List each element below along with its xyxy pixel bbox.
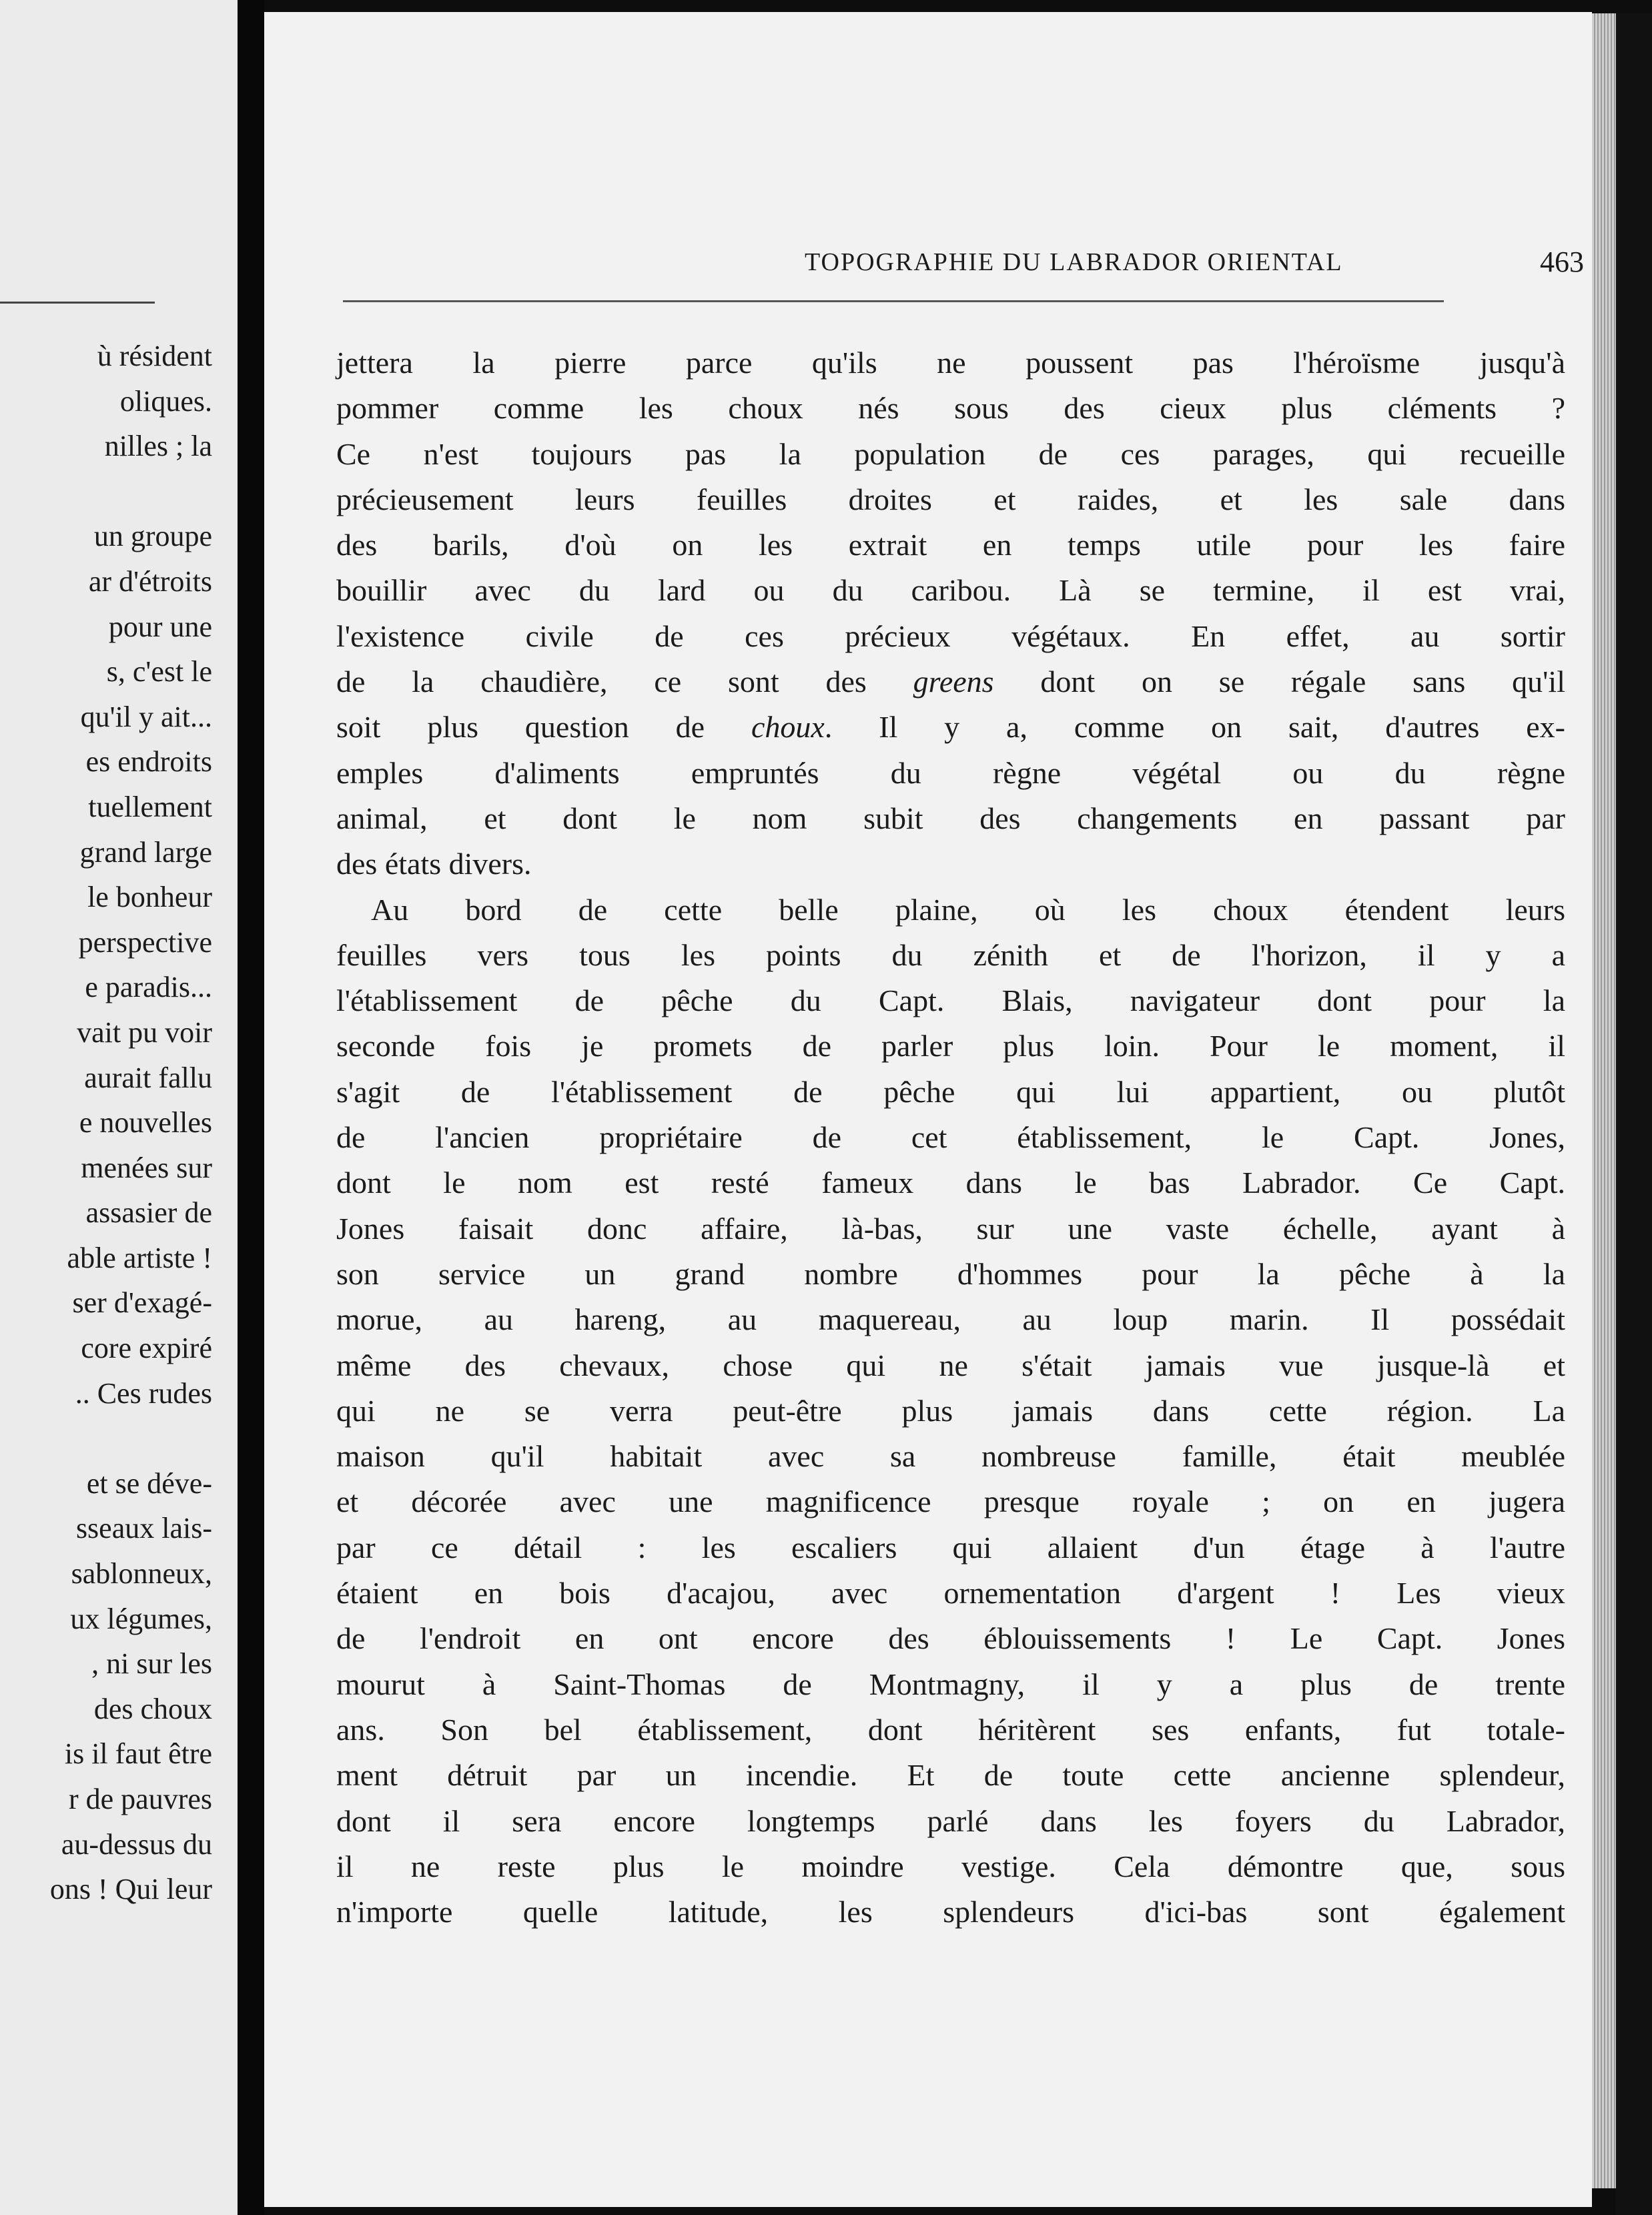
left-text-line: pour une bbox=[108, 610, 212, 643]
body-text-line: son service un grand nombre d'hommes pour la pêche à la bbox=[336, 1256, 1565, 1291]
left-text-line: tuellement bbox=[88, 790, 212, 823]
body-text-line: étaient en bois d'acajou, avec ornementation d'argent ! Les vieux bbox=[336, 1576, 1565, 1611]
body-text-line: s'agit de l'établissement de pêche qui lui appartient, ou plutôt bbox=[336, 1074, 1565, 1109]
left-text-line: ux légumes, bbox=[70, 1602, 212, 1635]
left-text-line: es endroits bbox=[85, 745, 212, 779]
left-text-line: able artiste ! bbox=[67, 1241, 212, 1274]
left-text-line: assasier de bbox=[85, 1196, 212, 1230]
body-text-line: même des chevaux, chose qui ne s'était jamais vue jusque-là et bbox=[336, 1348, 1565, 1382]
body-text-line: ment détruit par un incendie. Et de toute cette ancienne splendeur, bbox=[336, 1758, 1565, 1793]
left-text-line: aurait fallu bbox=[84, 1061, 212, 1094]
body-text-line: n'importe quelle latitude, les splendeurs d'ici-bas sont également bbox=[336, 1895, 1565, 1929]
page-number: 463 bbox=[1540, 246, 1584, 278]
body-text bbox=[336, 340, 1565, 1935]
body-text-line: jettera la pierre parce qu'ils ne poussent pas l'héroïsme jusqu'à bbox=[336, 346, 1565, 380]
left-text-line bbox=[0, 469, 212, 514]
body-text-line: morue, au hareng, au maquereau, au loup marin. Il possédait bbox=[336, 1302, 1565, 1337]
body-text-line: de la chaudière, ce sont des greens dont on se régale sans qu'il bbox=[336, 664, 1565, 699]
body-text-line: l'établissement de pêche du Capt. Blais, navigateur dont pour la bbox=[336, 983, 1565, 1018]
left-text-line: .. Ces rudes bbox=[75, 1376, 212, 1410]
body-text-line: animal, et dont le nom subit des changements en passant par bbox=[336, 801, 1565, 835]
left-page bbox=[0, 0, 238, 2215]
left-text-line: ar d'étroits bbox=[88, 564, 212, 598]
left-text-line: grand large bbox=[79, 835, 212, 869]
left-page-text bbox=[0, 334, 212, 1912]
body-text-line: ans. Son bel établissement, dont héritèrent ses enfants, fut totale- bbox=[336, 1712, 1565, 1747]
left-header-rule bbox=[0, 302, 155, 304]
left-text-line bbox=[0, 1416, 212, 1461]
left-text-line: et se déve- bbox=[86, 1466, 212, 1500]
body-text-line: mourut à Saint-Thomas de Montmagny, il y a plus de trente bbox=[336, 1667, 1565, 1701]
body-text-line: Jones faisait donc affaire, là-bas, sur une vaste échelle, ayant à bbox=[336, 1211, 1565, 1246]
left-text-line: perspective bbox=[78, 925, 212, 959]
body-text-line: bouillir avec du lard ou du caribou. Là se termine, il est vrai, bbox=[336, 573, 1565, 608]
left-text-line: vait pu voir bbox=[77, 1015, 212, 1049]
left-text-line: sablonneux, bbox=[71, 1557, 212, 1591]
left-text-line: sseaux lais- bbox=[75, 1512, 212, 1545]
body-text-line: emples d'aliments empruntés du règne végétal ou du règne bbox=[336, 755, 1565, 790]
left-text-line: des choux bbox=[93, 1692, 212, 1725]
body-text-line: maison qu'il habitait avec sa nombreuse famille, était meublée bbox=[336, 1439, 1565, 1474]
body-text-line: soit plus question de choux. Il y a, comme on sait, d'autres ex- bbox=[336, 710, 1565, 745]
left-text-line: s, c'est le bbox=[106, 655, 212, 689]
body-text-line: des états divers. bbox=[336, 847, 532, 881]
running-head bbox=[338, 242, 1584, 282]
body-text-line: seconde fois je promets de parler plus loin. Pour le moment, il bbox=[336, 1029, 1565, 1063]
left-text-line: ù résident bbox=[97, 340, 212, 372]
left-text-line: is il faut être bbox=[64, 1737, 212, 1771]
body-text-line: qui ne se verra peut-être plus jamais dans cette région. La bbox=[336, 1393, 1565, 1428]
body-text-line: par ce détail : les escaliers qui allaient d'un étage à l'autre bbox=[336, 1530, 1565, 1565]
body-text-line: pommer comme les choux nés sous des cieux plus cléments ? bbox=[336, 391, 1565, 426]
body-text-line: l'existence civile de ces précieux végétaux. En effet, au sortir bbox=[336, 618, 1565, 653]
left-text-line: au-dessus du bbox=[61, 1827, 212, 1861]
header-rule bbox=[343, 300, 1444, 302]
left-text-line: core expiré bbox=[81, 1332, 212, 1365]
left-text-line: ser d'exagé- bbox=[72, 1286, 212, 1320]
body-text-line: il ne reste plus le moindre vestige. Cela démontre que, sous bbox=[336, 1849, 1565, 1883]
body-text-line: de l'ancien propriétaire de cet établissement, le Capt. Jones, bbox=[336, 1120, 1565, 1155]
left-text-line: menées sur bbox=[81, 1151, 212, 1184]
left-text-line: oliques. bbox=[119, 384, 212, 418]
body-text-line: Ce n'est toujours pas la population de ces parages, qui recueille bbox=[336, 436, 1565, 471]
book-edge-shadow bbox=[1616, 13, 1652, 2215]
body-text-line: des barils, d'où on les extrait en temps utile pour les faire bbox=[336, 528, 1565, 562]
body-text-line: et décorée avec une magnificence presque royale ; on en jugera bbox=[336, 1484, 1565, 1519]
body-text-line: dont il sera encore longtemps parlé dans les foyers du Labrador, bbox=[336, 1803, 1565, 1838]
body-text-line: feuilles vers tous les points du zénith et de l'horizon, il y a bbox=[336, 937, 1565, 972]
left-text-line: nilles ; la bbox=[104, 430, 212, 463]
left-text-line: qu'il y ait... bbox=[80, 700, 212, 733]
body-text-line: de l'endroit en ont encore des éblouissements ! Le Capt. Jones bbox=[336, 1621, 1565, 1656]
book-gutter bbox=[238, 0, 264, 2215]
running-title: TOPOGRAPHIE DU LABRADOR ORIENTAL bbox=[805, 248, 1343, 276]
left-text-line: ons ! Qui leur bbox=[49, 1873, 212, 1906]
left-text-line: le bonheur bbox=[87, 881, 212, 914]
body-text-line: Au bord de cette belle plaine, où les choux étendent leurs bbox=[371, 892, 1565, 927]
body-text-line: dont le nom est resté fameux dans le bas Labrador. Ce Capt. bbox=[336, 1166, 1565, 1200]
body-text-line: précieusement leurs feuilles droites et raides, et les sale dans bbox=[336, 482, 1565, 516]
page-edges bbox=[1592, 13, 1616, 2188]
left-text-line: e nouvelles bbox=[79, 1106, 212, 1140]
left-text-line: , ni sur les bbox=[91, 1647, 212, 1681]
left-text-line: r de pauvres bbox=[68, 1783, 212, 1815]
left-text-line: e paradis... bbox=[85, 971, 212, 1004]
left-text-line: un groupe bbox=[93, 520, 212, 553]
right-page bbox=[264, 12, 1592, 2207]
